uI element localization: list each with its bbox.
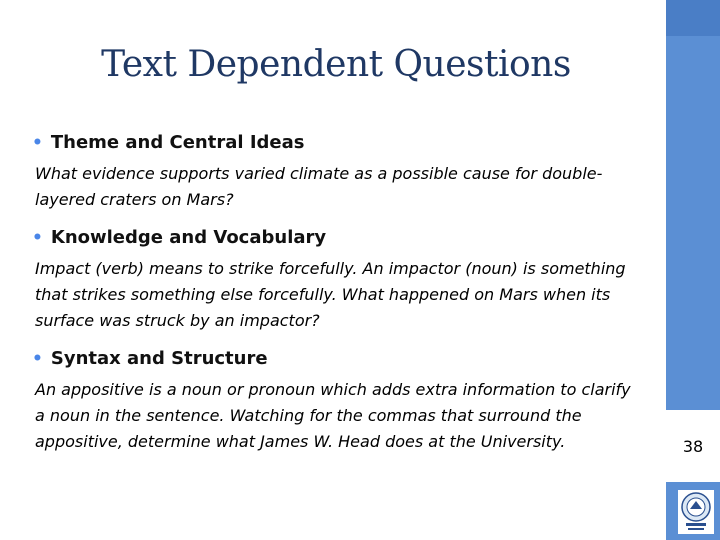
section-heading-label: Knowledge and Vocabulary xyxy=(50,227,327,248)
section-text-syntax: An appositive is a noun or pronoun which adds extra information to clarify a noun in the sentence. Watching for the commas that surround the appositive, determine what James W. Head does at the University. xyxy=(35,380,631,451)
section-heading-syntax xyxy=(32,348,644,369)
slide-title: Text Dependent Questions xyxy=(101,44,571,85)
section-heading-theme xyxy=(32,132,644,153)
slide-content xyxy=(32,132,644,469)
bullet-icon: • xyxy=(32,349,43,369)
sidebar-top-band xyxy=(666,0,720,36)
section-heading-knowledge xyxy=(32,227,644,248)
bullet-icon: • xyxy=(32,133,43,153)
section-heading-label: Syntax and Structure xyxy=(50,348,268,369)
page-number-box xyxy=(666,410,720,482)
section-text-knowledge: Impact (verb) means to strike forcefully. An impactor (noun) is something that strikes something else forcefully. What happened on Mars when its surface was struck by an impactor? xyxy=(35,259,626,330)
seal-logo-icon xyxy=(678,490,714,534)
bullet-icon: • xyxy=(32,228,43,248)
section-heading-label: Theme and Central Ideas xyxy=(50,132,305,153)
page-number: 38 xyxy=(682,436,704,456)
section-text-theme: What evidence supports varied climate as a possible cause for double-layered craters on Mars? xyxy=(35,164,603,209)
